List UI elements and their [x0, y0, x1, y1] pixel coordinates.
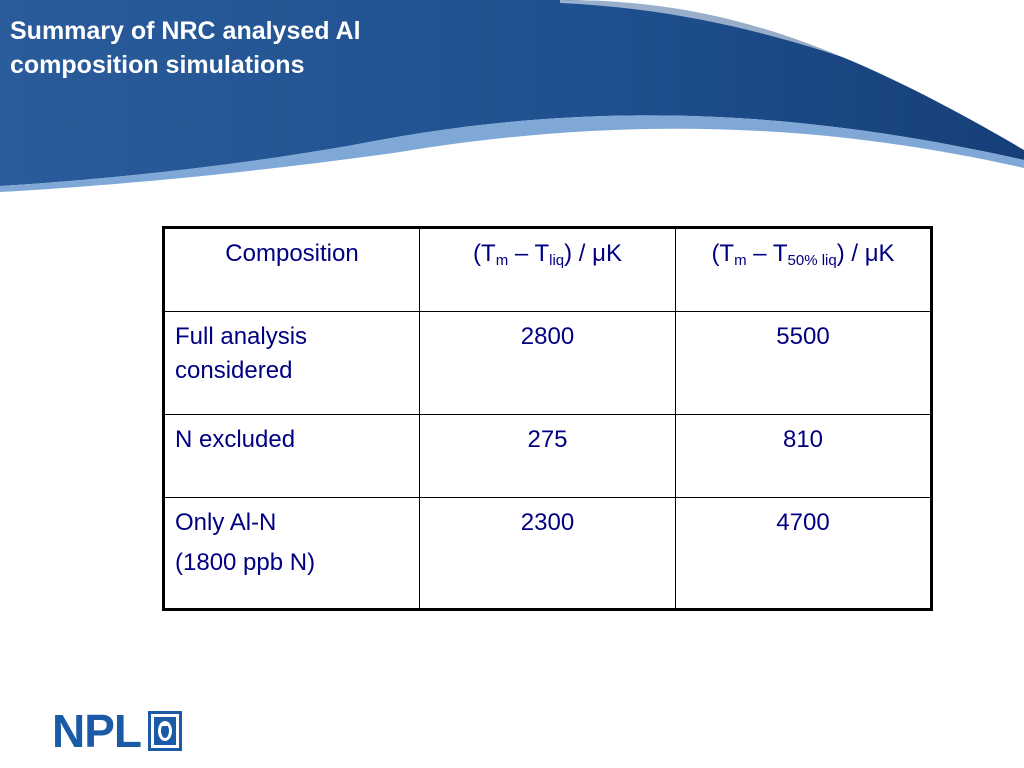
liq-value-cell: 2300 [420, 498, 676, 610]
composition-cell [164, 312, 420, 415]
header-text: μ [864, 240, 879, 267]
table-row [164, 312, 932, 415]
table-row [164, 498, 932, 610]
header-subscript: liq [549, 252, 565, 269]
header-tm-minus-t50liq [676, 228, 932, 312]
header-text: ) / [564, 240, 593, 267]
slide-title: Summary of NRC analysed Al composition simulations [10, 17, 361, 79]
composition-line: Full analysis considered [175, 323, 308, 384]
composition-line: N excluded [175, 426, 296, 453]
header-text: K [605, 240, 622, 267]
header-tm-minus-tliq [420, 228, 676, 312]
header-subscript: m [734, 252, 747, 269]
half-liq-value-cell: 4700 [676, 498, 932, 610]
npl-logo [52, 705, 183, 757]
header-text: – T [508, 240, 550, 267]
half-liq-value-cell: 810 [676, 415, 932, 498]
results-table [162, 226, 933, 611]
composition-line: Only Al-N [175, 509, 277, 536]
composition-cell [164, 415, 420, 498]
header-text: – T [746, 240, 788, 267]
composition-line: (1800 ppb N) [175, 549, 316, 576]
header-subscript: m [495, 252, 509, 269]
table-header-row [164, 228, 932, 312]
header-composition: Composition [164, 228, 420, 312]
npl-crest-icon [147, 710, 183, 752]
npl-logo-text: NPL [52, 705, 141, 757]
header-subscript: 50% liq [787, 252, 837, 269]
half-liq-value-cell: 5500 [676, 312, 932, 415]
header-text: (T [711, 240, 735, 267]
header-text: ) / [836, 240, 865, 267]
liq-value-cell: 2800 [420, 312, 676, 415]
header-text: K [878, 240, 895, 267]
header-text: μ [592, 240, 606, 267]
liq-value-cell: 275 [420, 415, 676, 498]
composition-cell [164, 498, 420, 610]
header-text: (T [473, 240, 496, 267]
table-row [164, 415, 932, 498]
